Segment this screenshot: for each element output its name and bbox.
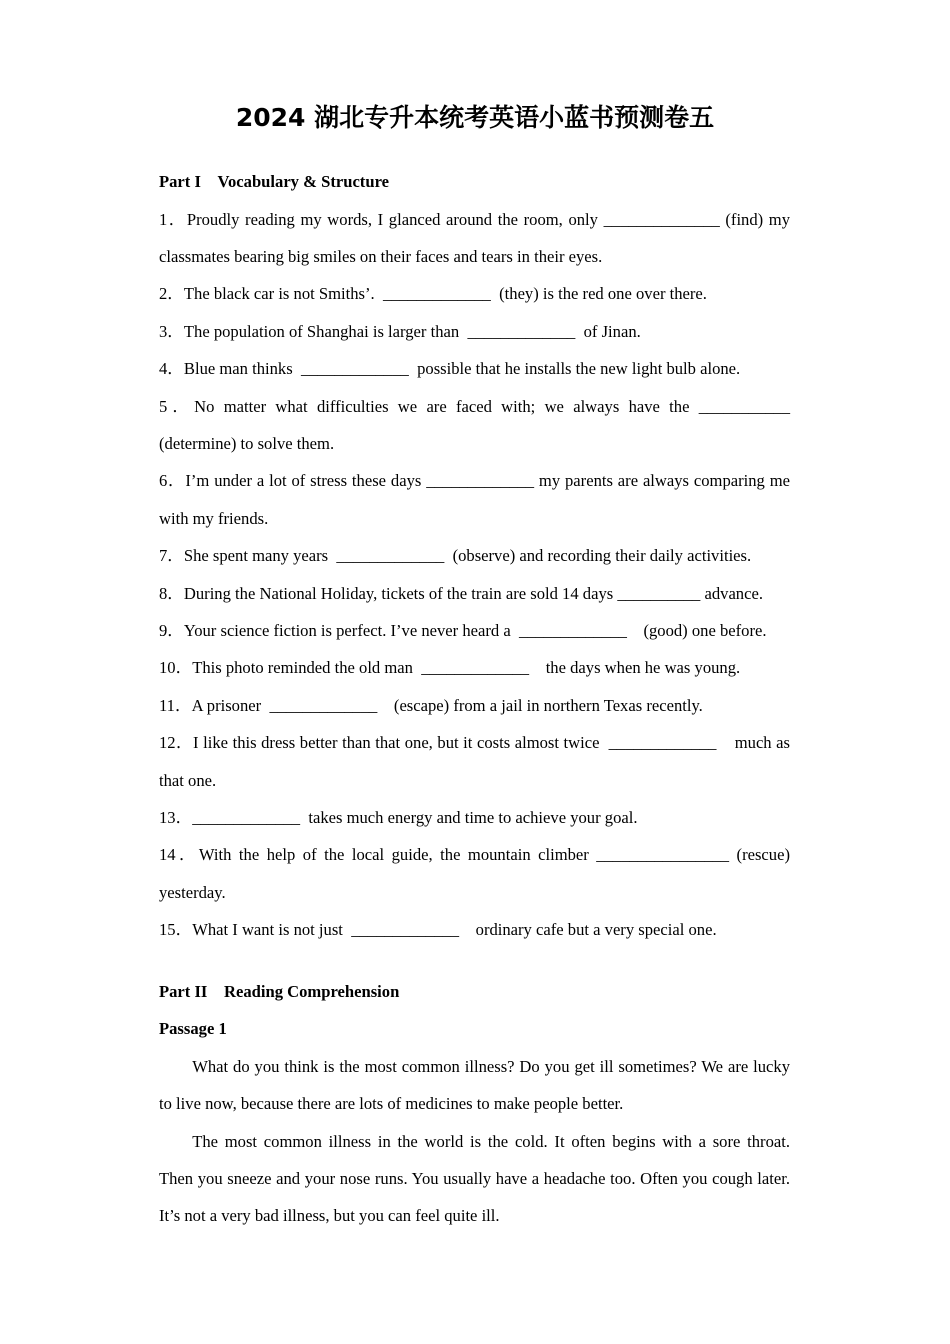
- question-text: The black car is not Smiths’. _____________ (they) is the red one over there.: [183, 284, 707, 304]
- part-2: [159, 973, 790, 1235]
- question-line: [159, 275, 790, 312]
- question-text: With the help of the local guide, the mountain climber ________________ (rescue): [198, 845, 790, 865]
- question-line: [159, 799, 790, 836]
- question-number: 11．: [159, 695, 192, 715]
- question-text: What I want is not just _____________ ordinary cafe but a very special one.: [192, 920, 717, 940]
- question-15: [159, 911, 790, 948]
- document-title: 2024 湖北专升本统考英语小蓝书预测卷五: [235, 103, 715, 132]
- question-6: [159, 462, 790, 537]
- question-text: yesterday.: [159, 882, 226, 902]
- question-text: with my friends.: [159, 508, 269, 528]
- paragraph-line: [159, 1048, 790, 1085]
- paragraph-line: [159, 1085, 790, 1122]
- question-number: 13．: [159, 807, 193, 827]
- passage-title: Passage 1: [159, 1019, 227, 1039]
- part-2-heading: [159, 973, 790, 1010]
- question-text: The population of Shanghai is larger than _____________ of Jinan.: [183, 321, 641, 341]
- question-number: 4．: [159, 359, 184, 379]
- question-text: (determine) to solve them.: [159, 434, 335, 454]
- part-title: Vocabulary & Structure: [217, 172, 389, 192]
- question-number: 10．: [159, 658, 193, 678]
- question-number: 12．: [159, 733, 194, 753]
- question-line: [159, 238, 790, 275]
- document-body: [159, 163, 790, 1235]
- paragraph-line: [159, 1197, 790, 1234]
- question-number: 9．: [159, 620, 184, 640]
- question-10: [159, 649, 790, 686]
- question-line: [159, 313, 790, 350]
- question-8: [159, 575, 790, 612]
- passage-paragraph-2: [159, 1123, 790, 1235]
- question-text: A prisoner _____________ (escape) from a jail in northern Texas recently.: [191, 695, 703, 715]
- question-7: [159, 537, 790, 574]
- question-line: [159, 500, 790, 537]
- passage-paragraph-1: [159, 1048, 790, 1123]
- question-line: [159, 687, 790, 724]
- paragraph-text: The most common illness in the world is the cold. It often begins with a sore throat.: [192, 1131, 790, 1151]
- question-12: [159, 724, 790, 799]
- question-line: [159, 425, 790, 462]
- question-text: Proudly reading my words, I glanced around the room, only ______________ (find) my: [186, 209, 791, 229]
- question-2: [159, 275, 790, 312]
- question-line: [159, 724, 790, 761]
- question-line: [159, 350, 790, 387]
- part-1-heading: [159, 163, 790, 200]
- question-text: She spent many years _____________ (observe) and recording their daily activities.: [183, 546, 752, 566]
- question-line: [159, 874, 790, 911]
- part-title: Reading Comprehension: [223, 982, 400, 1002]
- question-line: [159, 911, 790, 948]
- paragraph-text: to live now, because there are lots of medicines to make people better.: [159, 1094, 624, 1114]
- question-text: _____________ takes much energy and time to achieve your goal.: [192, 807, 638, 827]
- question-11: [159, 687, 790, 724]
- question-4: [159, 350, 790, 387]
- question-line: [159, 612, 790, 649]
- question-line: [159, 201, 790, 238]
- part-label: Part I: [159, 172, 201, 192]
- question-line: [159, 537, 790, 574]
- part-label: Part II: [159, 982, 208, 1002]
- paragraph-line: [159, 1160, 790, 1197]
- question-14: [159, 836, 790, 911]
- question-text: I’m under a lot of stress these days _____________ my parents are always comparing me: [185, 471, 791, 491]
- question-text: Your science fiction is perfect. I’ve never heard a _____________ (good) one before.: [183, 620, 767, 640]
- question-13: [159, 799, 790, 836]
- question-text: I like this dress better than that one, but it costs almost twice _____________ much as: [193, 733, 790, 753]
- question-5: [159, 388, 790, 463]
- question-number: 5．: [159, 396, 195, 416]
- question-number: 15．: [159, 920, 193, 940]
- question-line: [159, 462, 790, 499]
- question-line: [159, 575, 790, 612]
- question-line: [159, 388, 790, 425]
- question-line: [159, 836, 790, 873]
- question-text: During the National Holiday, tickets of the train are sold 14 days __________ advance.: [183, 583, 763, 603]
- question-9: [159, 612, 790, 649]
- paragraph-text: Then you sneeze and your nose runs. You usually have a headache too. Often you cough later.: [159, 1169, 790, 1189]
- question-number: 8．: [159, 583, 184, 603]
- question-number: 1．: [159, 209, 187, 229]
- question-line: [159, 762, 790, 799]
- question-3: [159, 313, 790, 350]
- question-text: Blue man thinks _____________ possible that he installs the new light bulb alone.: [183, 359, 741, 379]
- question-number: 6．: [159, 471, 186, 491]
- question-1: [159, 201, 790, 276]
- question-line: [159, 649, 790, 686]
- paragraph-text: What do you think is the most common illness? Do you get ill sometimes? We are lucky: [192, 1056, 790, 1076]
- paragraph-line: [159, 1123, 790, 1160]
- question-text: classmates bearing big smiles on their faces and tears in their eyes.: [159, 247, 603, 267]
- paragraph-text: It’s not a very bad illness, but you can feel quite ill.: [159, 1206, 500, 1226]
- question-number: 14．: [159, 845, 199, 865]
- question-number: 3．: [159, 321, 184, 341]
- question-number: 7．: [159, 546, 184, 566]
- question-text: that one.: [159, 770, 217, 790]
- question-text: No matter what difficulties we are faced with; we always have the ___________: [194, 396, 791, 416]
- question-number: 2．: [159, 284, 184, 304]
- question-text: This photo reminded the old man _____________ the days when he was young.: [192, 658, 741, 678]
